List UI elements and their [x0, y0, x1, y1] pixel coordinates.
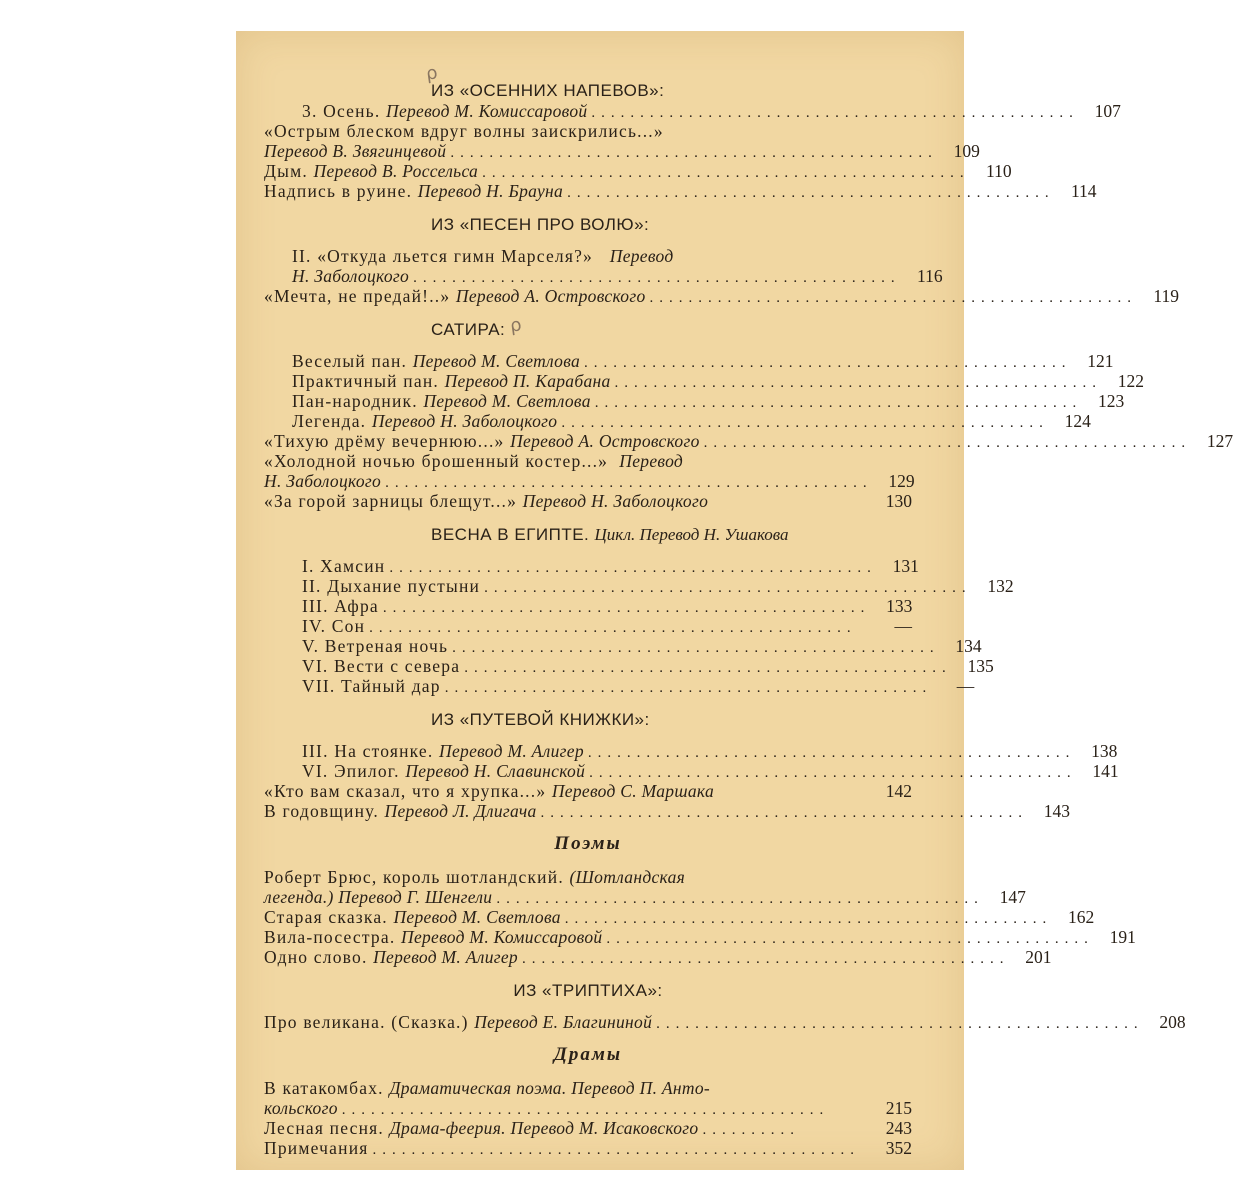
toc-entry: Практичный пан. Перевод П. Карабана .................................................. 122: [292, 371, 1145, 391]
toc-entry: В катакомбах. Драматическая поэма. Перевод П. Анто-: [264, 1078, 711, 1098]
toc-entry: «За горой зарницы блещут...» Перевод Н. Заболоцкого 130: [264, 491, 912, 511]
toc-entry: II. Дыхание пустыни .................................................. 132: [302, 576, 1014, 596]
toc-entry: «Острым блеском вдруг волны заискрились...»: [264, 121, 664, 141]
toc-entry: Роберт Брюс, король шотландский. (Шотландская: [264, 867, 686, 887]
section-heading: ИЗ «ПЕСЕН ПРО ВОЛЮ»:: [431, 215, 650, 234]
toc-entry: Про великана. (Сказка.) Перевод Е. Благининой .................................................. 208: [264, 1012, 1186, 1032]
toc-entry: В годовщину. Перевод Л. Длигача .................................................. 143: [264, 801, 1071, 821]
toc-entry: Лесная песня. Драма-феерия. Перевод М. Исаковского .......... 243: [264, 1118, 912, 1138]
toc-entry: «Кто вам сказал, что я хрупка...» Перевод С. Маршака 142: [264, 781, 912, 801]
toc-entry: VII. Тайный дар .................................................. —: [302, 676, 975, 696]
toc-entry: Примечания .................................................. 352: [264, 1138, 912, 1158]
toc-entry: III. Афра .................................................. 133: [302, 596, 913, 616]
pencil-mark-icon: ρ: [424, 62, 439, 85]
toc-entry: Старая сказка. Перевод М. Светлова .................................................. 162: [264, 907, 1095, 927]
toc-entry: Надпись в руине. Перевод Н. Брауна .................................................. 114: [264, 181, 1097, 201]
table-of-contents: [264, 81, 1233, 1158]
section-heading: ВЕСНА В ЕГИПТЕ. Цикл. Перевод Н. Ушакова: [431, 525, 789, 544]
toc-entry: VI. Эпилог. Перевод Н. Славинской .................................................. 141: [302, 761, 1119, 781]
toc-entry: «Мечта, не предай!..» Перевод А. Островского .................................................. 119: [264, 286, 1180, 306]
toc-entry: 3. Осень. Перевод М. Комиссаровой .................................................. 107: [302, 101, 1121, 121]
toc-entry: Дым. Перевод В. Россельса .................................................. 110: [264, 161, 1012, 181]
toc-entry: VI. Вести с севера .................................................. 135: [302, 656, 994, 676]
toc-entry: Н. Заболоцкого .................................................. 116: [292, 266, 943, 286]
part-heading-dramas: Драмы: [553, 1044, 623, 1065]
toc-entry: I. Хамсин .................................................. 131: [302, 556, 919, 576]
section-heading: САТИРА:: [431, 320, 506, 339]
toc-entry: легенда.) Перевод Г. Шенгели .................................................. 147: [264, 887, 1026, 907]
toc-entry: Вила-посестра. Перевод М. Комиссаровой .................................................. 191: [264, 927, 1136, 947]
section-heading: ИЗ «ОСЕННИХ НАПЕВОВ»:: [431, 81, 665, 100]
toc-entry: Веселый пан. Перевод М. Светлова .................................................. 121: [292, 351, 1114, 371]
book-page: [236, 31, 1233, 1170]
toc-entry: II. «Откуда льется гимн Марселя?» Перевод: [292, 246, 674, 266]
toc-entry: «Тихую дрёму вечернюю...» Перевод А. Островского .................................................. 127: [264, 431, 1233, 451]
toc-entry: III. На стоянке. Перевод М. Алигер .................................................. 138: [302, 741, 1118, 761]
toc-entry: Одно слово. Перевод М. Алигер .................................................. 201: [264, 947, 1052, 967]
toc-entry: кольского .................................................. 215: [264, 1098, 912, 1118]
toc-entry: Н. Заболоцкого .................................................. 129: [264, 471, 915, 491]
toc-entry: V. Ветреная ночь .................................................. 134: [302, 636, 982, 656]
toc-entry: Пан-народник. Перевод М. Светлова .................................................. 123: [292, 391, 1125, 411]
part-heading-poems: Поэмы: [554, 833, 622, 854]
toc-entry: Перевод В. Звягинцевой .................................................. 109: [264, 141, 980, 161]
pencil-mark-icon: ρ: [508, 314, 523, 337]
toc-entry: «Холодной ночью брошенный костер...» Перевод: [264, 451, 684, 471]
toc-entry: Легенда. Перевод Н. Заболоцкого .................................................. 124: [292, 411, 1091, 431]
section-heading: ИЗ «ПУТЕВОЙ КНИЖКИ»:: [431, 710, 650, 729]
toc-entry: IV. Сон .................................................. —: [302, 616, 912, 636]
section-heading: ИЗ «ТРИПТИХА»:: [513, 981, 663, 1000]
